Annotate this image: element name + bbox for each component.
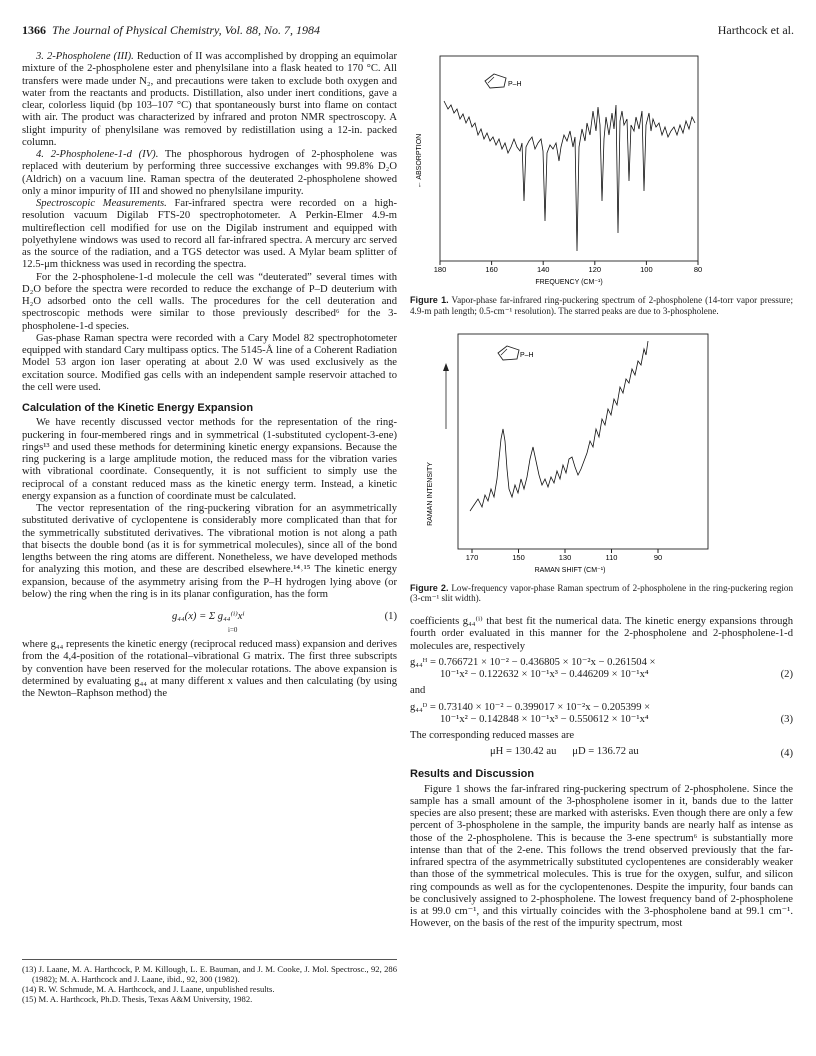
header-authors: Harthcock et al.: [717, 23, 794, 37]
figure-2: [410, 329, 793, 579]
footnote: (14) R. W. Schmude, M. A. Harthcock, and J. Laane, unpublished results.: [22, 984, 275, 994]
right-column: [410, 51, 793, 931]
x-tick-label: 160: [485, 265, 498, 274]
caption-text: Low-frequency vapor-phase Raman spectrum of 2-phospholene in the ring-puckering region (3-cm⁻¹ slit width).: [410, 582, 793, 604]
molecule-label: P–H: [520, 351, 534, 359]
page-header: [22, 24, 794, 40]
paragraph-lead: 4. 2-Phospholene-1-d (IV).: [36, 149, 159, 160]
figure-2-caption: [410, 583, 793, 605]
molecule-label: P–H: [508, 81, 522, 88]
footnote: (15) M. A. Harthcock, Ph.D. Thesis, Texas A&M University, 1982.: [22, 994, 253, 1004]
x-tick-label: 150: [512, 552, 525, 562]
equation-4: [410, 746, 793, 760]
x-tick-label: 120: [588, 265, 602, 274]
paragraph: For the 2-phospholene-1-d molecule the cell was “deuterated” several times with D₂O before the spectra were recorded to reduce the exchange of P–D deuterium with H₂O adsorbed onto the cell walls. The procedures for the cell deuteration and spectroscopic methods were similar to those previously described⁶ for the 3-phospholene-1-d species.: [22, 271, 397, 332]
equation-number: (4): [780, 748, 793, 760]
page-number: 1366: [22, 23, 46, 37]
equation-line: 10⁻¹x² − 0.122632 × 10⁻¹x³ − 0.446209 × 10⁻¹x⁴: [440, 669, 649, 681]
figure-1-plot: [410, 51, 793, 291]
equation-body: μH = 130.42 au μD = 136.72 au: [490, 746, 639, 758]
paragraph-text: Far-infrared spectra were recorded on a high-resolution vacuum Digilab FTS-20 spectrophotometer. A Perkin-Elmer 4.9-m multireflection cell modified for use on the Digilab instrument and equipped with polyethylene windows was used to record all far-infrared spectra. A mercury arc served as the source of the radiation, and a TGS detector was used. A Mylar beam splitter of 12.5-μm thickness was used in recording the spectra.: [22, 198, 397, 271]
molecule-structure: [498, 346, 519, 360]
x-tick-label: 140: [536, 265, 550, 274]
x-tick-label: 90: [653, 552, 663, 562]
paragraph: where g₄₄ represents the kinetic energy (reciprocal reduced mass) expansion and derives from the 4,4-position of the rotational–vibrational G matrix. The first three subscripts by convention have been reserved for the molecular rotations. The above expansion is determined by evaluating g₄₄ at many different x values and then calculating (by using the Newton–Raphson method) the: [22, 639, 397, 699]
equation-number: (1): [384, 611, 397, 622]
raman-spectrum-trace: [470, 341, 648, 511]
paragraph: [22, 51, 397, 149]
journal-title: The Journal of Physical Chemistry, Vol. 88, No. 7, 1984: [52, 23, 320, 37]
paragraph: We have recently discussed vector methods for the representation of the ring-puckering in four-membered rings and in symmetrical (1-substituted cyclopent-3-ene) rings¹³ and used these methods for determining kinetic energy expansions. Because the ring puckering is a large amplitude motion, the reduced mass for the vibration varies with vibrational coordinate. Consequently, it is not sufficient to simply use the reciprocal of a constant reduced mass as the kinetic energy term. Instead, a kinetic energy expansion as a function of coordinate must be calculated.: [22, 417, 397, 502]
paragraph: The vector representation of the ring-puckering vibration for an asymmetrically substituted derivative of cyclopentene is considerably more complicated than that for the symmetrically substituted derivatives. The vibrational motion is not along a path that bisects the double bond (as it is for symmetrical molecules), since all of the bond lengths between the ring atoms are different. Nonetheless, we have developed methods for analyzing this motion, and these are described elsewhere.¹⁴˒¹⁵ The kinetic energy expansion, because of the asymmetry arising from the P–H hydrogen lying above (or below) the ring when the ring is in its planar configuration, has the form: [22, 503, 397, 600]
paragraph: [22, 198, 397, 272]
header-left: [22, 24, 320, 36]
equation-number: (3): [780, 713, 793, 725]
equation-number: (2): [780, 669, 793, 681]
x-tick-label: 170: [465, 552, 479, 562]
paragraph-text: Reduction of II was accomplished by dropping an equimolar mixture of the 2-phospholene ester and phenylsilane into a flask heated to 170 °C. All transfers were made under N₂, and precautions were taken to exclude both oxygen and water from the reactants and products. Distillation, also under inert conditions, gave a clear, colorless liquid (bp 103–107 °C) that spontaneously burst into flame on contact with air. The product was characterized by infrared and proton NMR spectroscopy. A slight impurity of phenylsilane was removed by redistillation using a 12-in. packed column.: [22, 51, 398, 148]
paragraph: The corresponding reduced masses are: [410, 730, 575, 742]
x-tick-label: 110: [605, 552, 618, 562]
x-tick-label: 80: [693, 265, 703, 274]
y-axis-label: ← ABSORPTION: [416, 133, 423, 189]
paragraph-lead: Spectroscopic Measurements.: [36, 198, 167, 209]
caption-label: Figure 1.: [410, 295, 449, 305]
equation-sum-index: i=0: [228, 626, 238, 634]
footnote: (13) J. Laane, M. A. Harthcock, P. M. Killough, L. E. Bauman, and J. M. Cooke, J. Mol. Spectrosc., 92, 286 (1982); M. A. Harthcock and J. Laane, ibid., 92, 300 (1982).: [22, 964, 397, 984]
equation-line: g₄₄ᴴ = 0.766721 × 10⁻² − 0.436805 × 10⁻²x − 0.261504 ×: [410, 656, 656, 668]
section-heading: Calculation of the Kinetic Energy Expansion: [22, 402, 254, 414]
molecule-structure: [485, 74, 506, 88]
section-heading: Results and Discussion: [410, 768, 535, 781]
x-axis-label: FREQUENCY (CM⁻¹): [535, 279, 603, 286]
equation-1: [22, 607, 397, 633]
y-axis-label: RAMAN INTENSITY: [427, 461, 434, 526]
x-tick-label: 130: [558, 552, 572, 562]
paragraph-text: The phosphorous hydrogen of 2-phospholene was replaced with deuterium by performing three successive exchanges with 99.8% D₂O (Aldrich) on a vacuum line. Raman spectra of the deuterated 2-phospholene showed only a minor impurity of III and showed no phenylsilane impurity.: [22, 149, 397, 197]
equation-2: [410, 657, 793, 682]
connector-text: and: [410, 685, 426, 697]
footnotes: [22, 959, 397, 1004]
x-tick-label: 100: [640, 265, 653, 274]
paragraph-lead: 3. 2-Phospholene (III).: [36, 51, 134, 62]
x-axis-ticks: [440, 261, 698, 265]
equation-line: 10⁻¹x² − 0.142848 × 10⁻¹x³ − 0.550612 × 10⁻¹x⁴: [440, 713, 649, 725]
ir-spectrum-trace: [444, 101, 695, 251]
figure-1: [410, 51, 793, 291]
paragraph: [22, 149, 397, 198]
paragraph: Figure 1 shows the far-infrared ring-puckering spectrum of 2-phospholene. Since the sample has a small amount of the 3-phospholene isomer in it, bands due to the latter species are also present; these are marked with asterisks. Even though there are only a few percent of 3-phospholene in the sample, the impurity bands are nearly half as intense as those of the 2-phospholene. This is because the 3-ene spectrum⁶ is substantially more intense than that of the 2-ene. This follows the trend observed previously that the far-infrared spectra of the asymmetrically substituted cyclopentenes are considerably weaker than those of the symmetrical molecules. This is true for the oxygen, sulfur, and silicon ring compounds as well as for the cyclopentenones. Despite the impurity, four bands can be conclusively assigned to 2-phospholene. The lowest frequency band of 2-phospholene is at 99.0 cm⁻¹, and this virtually coincides with the 3-phospholene band at 99.1 cm⁻¹. However, on the basis of the rest of the impurity spectrum, most: [410, 783, 793, 930]
caption-label: Figure 2.: [410, 582, 449, 593]
paragraph: Gas-phase Raman spectra were recorded with a Cary Model 82 spectrophotometer equipped with standard Cary multipass optics. The 5145-Å line of a Coherent Radiation Model 53 argon ion laser operating at about 2.0 W was used exclusively as the excitation source. Modified gas cells with an independent sample reservoir attached to the cell were used.: [22, 332, 397, 393]
equation-line: g₄₄ᴰ = 0.73140 × 10⁻² − 0.399017 × 10⁻²x − 0.205399 ×: [410, 701, 651, 713]
equation-body: g₄₄(x) = Σ g₄₄⁽ⁱ⁾xⁱ: [172, 611, 245, 622]
paragraph: coefficients g₄₄⁽ⁱ⁾ that best fit the numerical data. The kinetic energy expansions through fourth order evaluated in this manner for the 2-phospholene and 2-phospholene-1-d molecules are, respectively: [410, 616, 793, 652]
figure-2-plot: [410, 329, 793, 579]
caption-text: Vapor-phase far-infrared ring-puckering spectrum of 2-phospholene (14-torr vapor pressure; 4.9-m path length; 0.5-cm⁻¹ resolution). The starred peaks are due to 3-phospholene.: [410, 295, 793, 316]
equation-3: [410, 702, 793, 727]
x-axis-label: RAMAN SHIFT (CM⁻¹): [534, 566, 606, 574]
figure-1-caption: [410, 295, 793, 317]
left-column: [22, 51, 397, 700]
x-tick-label: 180: [433, 265, 447, 274]
